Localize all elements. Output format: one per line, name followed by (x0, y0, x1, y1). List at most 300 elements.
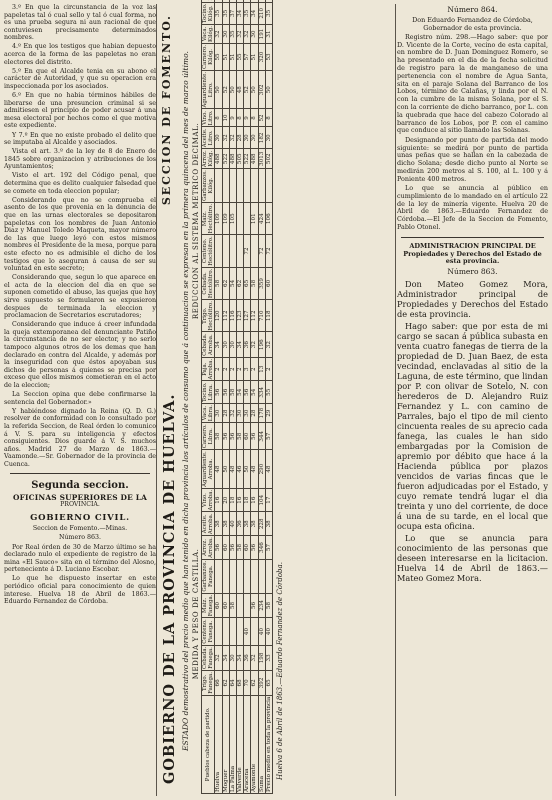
table-cell: 60 (244, 536, 251, 560)
table-cell: 56 (229, 423, 236, 450)
table-cell: 50 (265, 70, 272, 109)
table-cell: 30 (215, 127, 222, 149)
large-notice (397, 279, 548, 583)
paragraph: 6.º En que no habia términos hábiles de liberarse de una presuncion criminal si se admitiesen el principio de poder acusar á una mesa electoral por hechos como el que motiva este expediente. (4, 92, 156, 130)
table-cell: 29 (265, 404, 272, 423)
table-cell: 505 (237, 149, 244, 169)
table-cell: 8 (237, 109, 244, 127)
column-header: Trigo. Fanega. (202, 672, 215, 694)
column-header: Pueblos cabeza de partido. (202, 695, 215, 793)
table-cell (244, 559, 251, 593)
rotated-table-block (158, 3, 390, 794)
table-cell: 50 (244, 450, 251, 489)
column-header: Vaca. Kilóg. (202, 26, 215, 42)
table-cell: 109 (215, 202, 222, 234)
table-cell: 3 (244, 357, 251, 381)
table-cell: 55 (215, 43, 222, 70)
table-cell: 56 (215, 381, 222, 404)
table-cell: 34 (237, 2, 244, 25)
table-cell: 46 (237, 450, 244, 489)
table-cell: 18 (244, 488, 251, 512)
table-cell: 710 (258, 300, 265, 332)
table-cell: 488 (215, 149, 222, 169)
table-cell: 101 (251, 202, 258, 234)
table-cell (251, 0, 258, 2)
table-cell: 32 (215, 25, 222, 44)
table-cell (215, 0, 222, 2)
column-header: Vaca. Libra. (202, 405, 215, 422)
table-cell: 38 (222, 512, 229, 536)
table-cell: 66 (215, 671, 222, 696)
table-cell: 51 (251, 43, 258, 70)
table-cell (229, 0, 236, 2)
table-cell (222, 235, 229, 267)
table-cell: 37 (229, 2, 236, 25)
table-cell: 34 (251, 2, 258, 25)
table-cell: 2 (237, 357, 244, 381)
left-column (4, 4, 156, 796)
table-cell: 32 (229, 127, 236, 149)
table-cell: 56 (251, 593, 258, 618)
table-cell (222, 169, 229, 203)
table-cell (265, 559, 272, 593)
offices-heading: OFICINAS SUPERIORES DE LA (12, 492, 148, 502)
table-cell: 32 (251, 645, 258, 670)
table-cell: 302 (258, 70, 265, 109)
paragraph: Y habiéndose dignado la Reina (Q. D. G.) resolver de conformidad con lo consultado por la referida Seccion, de Real órden lo comunico á V. S. para su inteligencia y efectos consiguientes. Dios guarde á V. S. muchos años. Madrid 27 de Marzo de 1863.—Vaamonde.—Sr. Gobernador de la provincia de Cuenca. (4, 407, 156, 468)
table-cell: 30 (244, 127, 251, 149)
table-cell: 10 (222, 109, 229, 127)
column-header: Centeno. Fanega. (202, 619, 215, 644)
table-cell: 54 (229, 267, 236, 299)
table-cell: 35 (229, 25, 236, 44)
notice-head: Don Eduardo Fernandez de Córdoba, Gobernador de esta provincia. (412, 15, 533, 32)
table-cell (258, 559, 265, 593)
province-heading: PROVINCIA. (60, 501, 100, 509)
table-cell: 56 (222, 381, 229, 404)
table-cell: 392 (258, 671, 265, 696)
table-header-left: GOBIERNO DE LA PROVINCIA DE HUELVA. (161, 393, 178, 784)
table-cell: 2 (251, 357, 258, 381)
table-cell (237, 202, 244, 234)
table-cell: 182 (258, 127, 265, 149)
table-cell: 54 (237, 381, 244, 404)
table-row (244, 0, 251, 794)
table-cell: 52 (222, 70, 229, 109)
paragraph: Registro núm. 298.—Hago saber: que por D. Vicente de la Corte, vecino de esta capital, en nombre de D. Juan Dominguez Romero, se ha presentado en el dia de la fecha solicitud de registro para la de manganeso de una pertenencia con el nombre de Agua Santa, sita en el paraje Solana del Barranco de los Lobos, término de Calañas, y linda por el N. con la cumbre de la misma Solana, por el S. con la corriente de dicho barranco, por L. con la quebrada que hace del cabezo Colorado al barranco de los Lobos, por P. con el camino que conduce al sitio llamado las Solanas. (397, 32, 548, 135)
table-cell: 28 (222, 404, 229, 423)
column-header: Arroz. Kilóg. (202, 150, 215, 168)
table-cell: 51 (229, 43, 236, 70)
column-header: Aguardiente. Litro. (202, 71, 215, 108)
table-cell: 30 (237, 404, 244, 423)
column-header: Vino. Litro. (202, 110, 215, 126)
column-header: Maiz. Fanega. (202, 594, 215, 617)
table-cell: 196 (258, 332, 265, 357)
table-cell: 48 (229, 450, 236, 489)
table-cell-place: Suma (258, 695, 265, 793)
table-cell: 35 (222, 2, 229, 25)
paragraph: Lo que se anuncia para conocimiento de las personas que deseen interesarse en la licitacion. Huelva 14 de Abril de 1863.—Mateo Gomez Mora. (397, 533, 548, 583)
table-cell: 20 (222, 488, 229, 512)
table-cell (244, 169, 251, 203)
table-cell: 60 (222, 536, 229, 560)
divider (10, 473, 150, 474)
table-cell: 8 (215, 109, 222, 127)
civil-government-heading: GOBIERNO CIVIL. (30, 512, 130, 523)
notice-body-2: Lo que he dispuesto insertar en este periódico oficial para conocimiento de quien interese. Huelva 18 de Abril de 1863.—Eduardo Fernandez de Córdoba. (4, 575, 156, 606)
table-cell: 234 (258, 593, 265, 618)
table-cell: 18 (229, 488, 236, 512)
table-cell: 70 (244, 671, 251, 696)
table-cell: 62 (237, 267, 244, 299)
table-cell: 488 (229, 149, 236, 169)
table-cell: 34 (237, 332, 244, 357)
table-cell: 60 (222, 593, 229, 618)
right-column (397, 4, 548, 796)
table-cell: 344 (258, 423, 265, 450)
table-cell: 58 (215, 267, 222, 299)
table-cell: 60 (265, 267, 272, 299)
table-cell: 118 (265, 300, 272, 332)
table-cell: 16 (251, 488, 258, 512)
table-cell: 56 (251, 536, 258, 560)
column-header: Tocino. Kilóg. (202, 3, 215, 24)
table-cell: 522 (222, 149, 229, 169)
table-cell: 16 (237, 488, 244, 512)
section-title: Segunda seccion. (31, 479, 129, 491)
column-header (202, 0, 215, 2)
column-divider (156, 4, 157, 796)
column-header: Arroz. Arroba. (202, 537, 215, 558)
table-cell: 30 (251, 127, 258, 149)
left-block-title: MEDIDA Y PESO DE CASTILLA. (192, 548, 200, 680)
table-cell (237, 235, 244, 267)
table-header-row (202, 0, 215, 794)
table-cell: 36 (237, 512, 244, 536)
table-cell: 17 (265, 488, 272, 512)
table-cell: 56 (229, 536, 236, 560)
paragraph: Hago saber: que por esta de mi cargo se sacan á pública subasta en venta cuatro fanegas de tierra de la propiedad de D. Juan Baez, de esta vecindad, enclavadas al sitio de la Laguna, de este término, que lindan por P. con olivar de Sotelo, N. con herederos de D. Alejandro Ruiz Fernandez y L. con camino de Parrales, bajo el tipo de mil ciento cincuenta reales de su aprecio cada fanega, las cuales le han sido embargadas por la Comision de apremio por débito que hace á la Hacienda pública por plazos vencidos de varias fincas que le fueron adjudicadas por el Estado, y cuyo remate tendrá lugar el dia treinta y uno del corriente, de doce á una de su tarde, en el local que ocupa esta oficina. (397, 321, 548, 531)
table-cell: 72 (258, 235, 265, 267)
table-cell: 359 (258, 267, 265, 299)
table-cell-place: Precio medio en toda la provincia (265, 696, 272, 792)
table-cell: 3013 (258, 149, 265, 169)
table-cell: 198 (258, 645, 265, 670)
paragraph: Lo que se anuncia al público en cumplimiento de lo mandado en el artículo 22 de la ley de minería vigente. Huelva 20 de Abril de 1863.—Eduardo Fernandez de Córdoba.—El Jefe de la Seccion de Fomento, Pablo Otonel. (397, 184, 548, 232)
table-cell: 38 (265, 512, 272, 536)
table-cell: 57 (244, 43, 251, 70)
table-cell: 30 (244, 404, 251, 423)
column-header: Garbanzos. Kilóg. (202, 170, 215, 201)
table-cell: 116 (229, 300, 236, 332)
table-cell: 65 (244, 267, 251, 299)
table-cell: 8 (265, 109, 272, 127)
column-header: Centeno. Hectólitro. (202, 236, 215, 266)
table-cell: 32 (229, 404, 236, 423)
table-cell: 488 (251, 149, 258, 169)
table-cell-place: Moguer (222, 695, 229, 793)
table-cell (215, 618, 222, 645)
table-cell (237, 618, 244, 645)
paragraph: 3.º En que la circunstancia de la voz las papeletas tal ó cual sello y tal ó cual forma, no es una prueba segura ni aun racional de que contuviesen precisamente determinados nombres. (4, 4, 156, 42)
notice-number: Número 863. (58, 534, 102, 542)
table-cell: 30 (215, 404, 222, 423)
table-cell: 191 (258, 25, 265, 44)
table-cell (215, 559, 222, 593)
table-cell: 72 (265, 235, 272, 267)
table-cell: 53 (265, 43, 272, 70)
paragraph: 5.º En que el Alcalde tenia en su abono el carácter de Autoridad, y que su operacion era inspeccionada por los asociados. (4, 67, 156, 90)
table-cell: 522 (244, 149, 251, 169)
table-cell: 16 (215, 488, 222, 512)
divider (401, 237, 544, 238)
table-cell: 105 (229, 202, 236, 234)
column-header: Paja. Arroba. (202, 358, 215, 380)
table-cell (215, 169, 222, 203)
table-cell-place: Valverde (237, 695, 244, 793)
price-table-column (158, 4, 394, 796)
column-header: Cebada. Fanega. (202, 646, 215, 670)
admin-heading: ADMINISTRACION PRINCIPAL DE Propiedades y Derechos del Estado de esta provincia. (403, 241, 542, 266)
table-cell: 40 (244, 618, 251, 645)
table-cell: 56 (251, 423, 258, 450)
table-row (258, 0, 265, 794)
table-row (251, 0, 258, 794)
paragraph: Don Mateo Gomez Mora, Administrador principal de Propiedades y Derechos del Estado de esta provincia. (397, 279, 548, 319)
table-cell: 50 (251, 70, 258, 109)
table-cell: 38 (215, 512, 222, 536)
column-header: Carnero. Kilóg. (202, 44, 215, 69)
table-cell: 112 (222, 300, 229, 332)
table-footer: Huelva 6 de Abril de 1863.—Eduardo Fernandez de Córdoba. (276, 562, 285, 780)
notice-number: Número 864. (447, 5, 498, 14)
notice-body: Por Real órden de 30 de Marzo último se ha declarado nulo el expediente de registro de la mina «El Sauco» sita en el término del Alosno, perteneciente á D. Luciano Escobar. (4, 543, 156, 574)
table-cell (251, 235, 258, 267)
paragraph: Visto el art. 192 del Código penal, que determina que es delito cualquier falsedad que se comete en toda eleccion popular; (4, 172, 156, 195)
table-cell (237, 169, 244, 203)
table-cell: 62 (222, 671, 229, 696)
table-cell: 290 (258, 450, 265, 489)
table-cell: 38 (251, 512, 258, 536)
table-cell: 120 (215, 300, 222, 332)
table-cell: 104 (258, 488, 265, 512)
paragraph: Vista el art. 3.º de la ley de 8 de Enero de 1845 sobre organizacion y atribuciones de los Ayuntamientos; (4, 148, 156, 171)
table-cell: 68 (237, 671, 244, 696)
table-cell: 50 (229, 70, 236, 109)
table-cell: 502 (265, 149, 272, 169)
column-header: Carnero. Libra. (202, 424, 215, 449)
table-cell (244, 202, 251, 234)
fomento-line: Seccion de Fomento.—Minas. (32, 525, 128, 533)
table-cell: 34 (237, 645, 244, 670)
column-header: Trigo. Hectólitro. (202, 301, 215, 331)
table-cell: 8 (251, 109, 258, 127)
table-cell: 57 (265, 536, 272, 560)
paragraph: Designando por punto de partida del modo siguiente: se medirá por punto de partida unas peñas que se hallan en la cabezada de dicho Solana; desde dicho punto al Norte se medirán 200 metros al S. 100, al L. 100 y á Poniente 400 metros. (397, 135, 548, 183)
table-cell: 40 (258, 618, 265, 645)
column-header: Aceite. Litro. (202, 128, 215, 148)
table-cell: 127 (244, 300, 251, 332)
table-cell: 30 (251, 25, 258, 44)
table-cell (251, 169, 258, 203)
table-cell (229, 235, 236, 267)
paragraph: Y 7.º En que no existe probado el delito que se imputaba al Alcalde y asociados. (4, 131, 156, 147)
table-cell: 58 (237, 423, 244, 450)
column-header: Maiz. Hectólitro. (202, 203, 215, 234)
paragraph: Considerando que no se comprueba el asento de los que provenia en la denuncia de que en las urnas electorales se depositaron papeletas con los nombres de Juan Antonio Diaz y Manuel Toledo Maqueta, mayor número de las que luego leyó con estos mismos nombres el Presidente de la mesa, porque para este efecto no es admisible el dicho de los testigos que lo aseguran á causa de ser su voluntad en este secreto; (4, 196, 156, 273)
table-cell-place: Ayamonte (251, 695, 258, 793)
table-cell (237, 559, 244, 593)
table-cell: 32 (265, 332, 272, 357)
column-header: Vino. Arroba. (202, 489, 215, 511)
table-cell: 9 (244, 109, 251, 127)
table-cell: 31 (265, 25, 272, 44)
column-header: Cebada. Hectólitro. (202, 268, 215, 299)
table-cell-place: Huelva (215, 695, 222, 793)
table-cell (251, 559, 258, 593)
table-cell: 62 (251, 671, 258, 696)
table-cell: 13 (258, 357, 265, 381)
table-cell: 36 (244, 645, 251, 670)
table-cell: 56 (244, 381, 251, 404)
table-cell: 50 (222, 450, 229, 489)
table-cell: 33 (265, 645, 272, 670)
table-cell (244, 0, 251, 2)
table-cell: 56 (215, 536, 222, 560)
table-cell: 58 (265, 593, 272, 618)
table-cell: 32 (215, 645, 222, 670)
table-cell (251, 618, 258, 645)
table-cell: 112 (251, 300, 258, 332)
table-cell: 2 (222, 357, 229, 381)
table-cell: 62 (222, 267, 229, 299)
table-row (222, 0, 229, 794)
table-cell: 48 (237, 70, 244, 109)
table-cell: 228 (258, 512, 265, 536)
table-cell (265, 0, 272, 2)
table-cell-place: Aracena (244, 695, 251, 793)
table-subtitle: ESTADO demostrativo del precio medio que han tenido en dicha provincia los artículos de consumo que á continuacion se expresan en la primera quincena del mes de marzo último. (181, 51, 190, 751)
table-cell: 30 (229, 332, 236, 357)
paragraph: 4.º En que los testigos que habian depuesto acerca de la forma de las papeletas no eran electores del distrito. (4, 43, 156, 66)
table-cell: 178 (258, 404, 265, 423)
column-header: Tocino. Libra. (202, 382, 215, 403)
table-cell: 48 (265, 450, 272, 489)
column-header: Cebada. Arroba. (202, 333, 215, 356)
table-cell: 48 (251, 450, 258, 489)
table-cell (222, 559, 229, 593)
table-cell: 9 (229, 109, 236, 127)
table-cell: 34 (215, 332, 222, 357)
table-cell: 56 (222, 423, 229, 450)
column-header: Aguardiente. Arroba. (202, 451, 215, 487)
table-cell (244, 593, 251, 618)
table-cell: 346 (258, 536, 265, 560)
table-cell: 210 (258, 2, 265, 25)
table-cell (237, 0, 244, 2)
table-cell: 58 (215, 423, 222, 450)
table-row (237, 0, 244, 794)
table-cell: 48 (215, 450, 222, 489)
table-cell (258, 169, 265, 203)
table-cell: 38 (244, 512, 251, 536)
table-cell: 35 (244, 2, 251, 25)
table-cell: 40 (265, 618, 272, 645)
table-row (265, 0, 272, 794)
price-table (201, 0, 273, 794)
table-cell: 32 (244, 25, 251, 44)
table-cell: 40 (229, 512, 236, 536)
table-cell (229, 559, 236, 593)
table-cell: 55 (237, 43, 244, 70)
table-cell: 60 (215, 593, 222, 618)
table-header-right: SECCION DE FOMENTO. (160, 14, 173, 206)
table-cell: 34 (222, 645, 229, 670)
table-cell: 50 (215, 70, 222, 109)
table-cell: 35 (265, 2, 272, 25)
table-cell: 320 (258, 43, 265, 70)
table-cell: 54 (251, 381, 258, 404)
table-cell: 57 (265, 423, 272, 450)
table-cell: 30 (222, 332, 229, 357)
table-cell: 35 (215, 2, 222, 25)
table-cell: 58 (229, 593, 236, 618)
table-cell (222, 0, 229, 2)
table-cell: 65 (265, 671, 272, 696)
table-cell: 52 (258, 109, 265, 127)
table-cell: 36 (244, 332, 251, 357)
table-cell: 30 (265, 127, 272, 149)
notice-number-2: Número 863. (447, 267, 498, 277)
table-cell: 58 (229, 381, 236, 404)
table-cell (229, 169, 236, 203)
table-cell: 28 (237, 127, 244, 149)
table-cell (229, 618, 236, 645)
table-cell: 32 (222, 127, 229, 149)
table-cell: 106 (265, 202, 272, 234)
table-cell: 58 (251, 267, 258, 299)
table-cell: 32 (237, 25, 244, 44)
table-cell: 30 (222, 25, 229, 44)
paragraph: La Seccion opina que debe confirmarse la sentencia del Gobernador.» (4, 391, 156, 406)
table-cell (265, 169, 272, 203)
paragraph: Considerando que, segun lo que aparece en el acta de la eleccion del dia en que se suponen cometido el abuso, las quejas que hoy sirve supuesto se formularon se expusieron despues de terminada la eleccion y proclamacion de Secretarios escrutadores; (4, 274, 156, 320)
table-cell: 28 (251, 404, 258, 423)
table-cell: 2 (265, 357, 272, 381)
table-cell: 123 (237, 300, 244, 332)
column-header: Aceite. Arroba. (202, 513, 215, 535)
table-cell: 30 (229, 645, 236, 670)
table-cell: 58 (237, 536, 244, 560)
table-cell: 51 (222, 43, 229, 70)
table-row (215, 0, 222, 794)
table-cell: 334 (258, 381, 265, 404)
table-cell: 55 (265, 381, 272, 404)
table-cell: 64 (229, 671, 236, 696)
table-cell: 32 (251, 332, 258, 357)
table-cell: 72 (244, 235, 251, 267)
column-divider (395, 4, 396, 796)
column-header: Garbanzos. Fanega. (202, 560, 215, 592)
table-cell (215, 235, 222, 267)
table-cell-place: La Palma (229, 695, 236, 793)
table-cell: 424 (258, 202, 265, 234)
table-cell: 52 (244, 70, 251, 109)
table-cell: 2 (215, 357, 222, 381)
table-row (229, 0, 236, 794)
table-cell (222, 618, 229, 645)
